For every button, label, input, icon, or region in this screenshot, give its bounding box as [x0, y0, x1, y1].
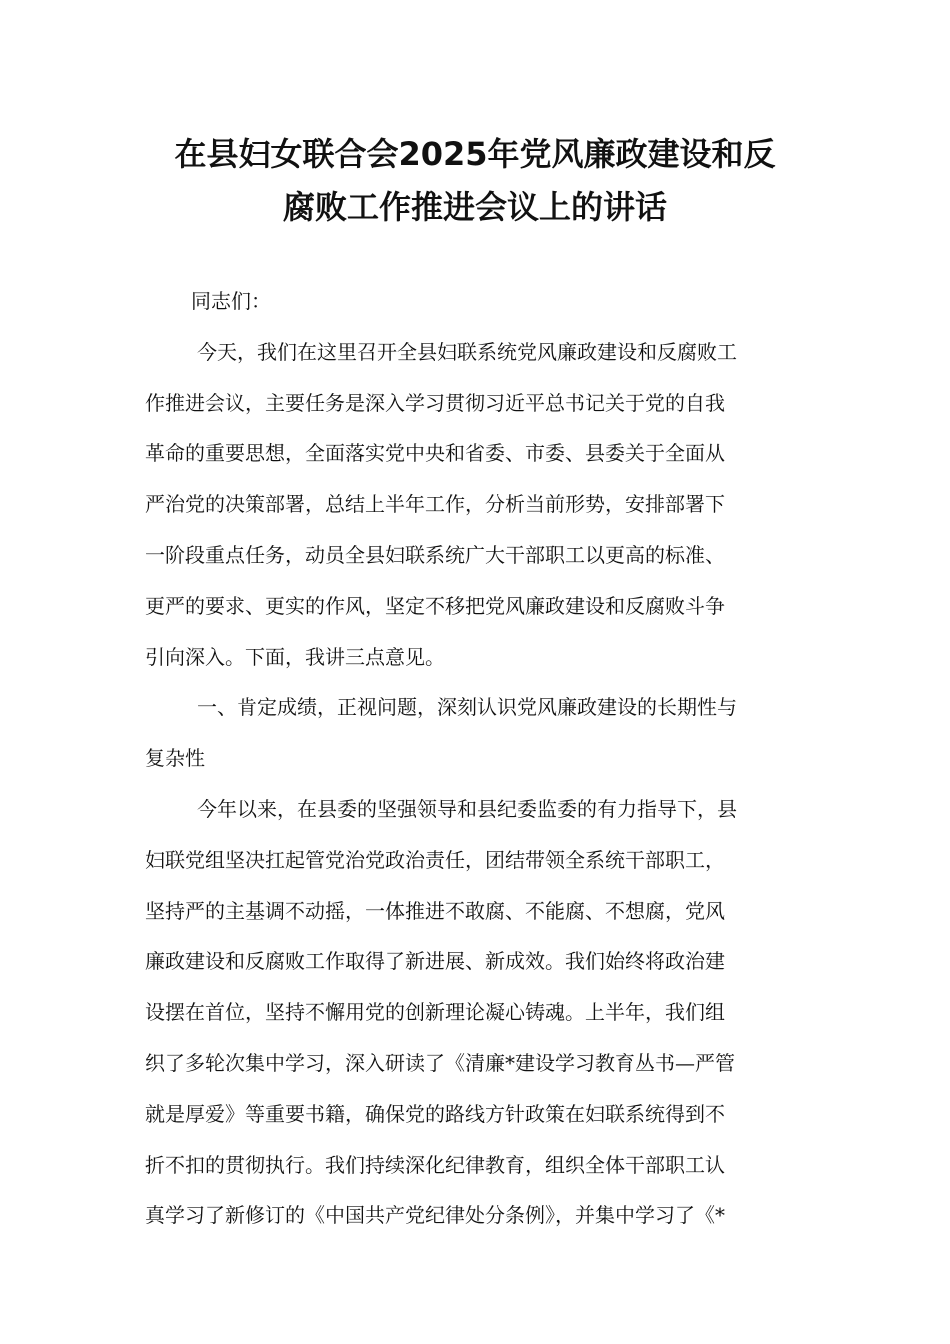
section-heading-1: [145, 682, 807, 784]
text-line: 今年以来，在县委的坚强领导和县纪委监委的有力指导下，县: [197, 796, 737, 821]
text-line: 革命的重要思想，全面落实党中央和省委、市委、县委关于全面从: [145, 441, 725, 466]
text-line: 坚持严的主基调不动摇，一体推进不敢腐、不能腐、不想腐，党风: [145, 898, 725, 923]
text-line: 妇联党组坚决扛起管党治党政治责任，团结带领全系统干部职工，: [145, 847, 725, 872]
text-line: 作推进会议，主要任务是深入学习贯彻习近平总书记关于党的自我: [145, 390, 725, 415]
opening-paragraph: [145, 327, 807, 683]
heading-line: 一、肯定成绩，正视问题，深刻认识党风廉政建设的长期性与: [197, 695, 737, 720]
heading-line: 复杂性: [145, 746, 205, 771]
text-line: 设摆在首位，坚持不懈用党的创新理论凝心铸魂。上半年，我们组: [145, 1000, 725, 1025]
text-line: 严治党的决策部署，总结上半年工作，分析当前形势，安排部署下: [145, 492, 725, 517]
text-line: 真学习了新修订的《中国共产党纪律处分条例》，并集中学习了《*: [145, 1203, 725, 1228]
title-line-2: 腐败工作推进会议上的讲话: [282, 188, 667, 226]
text-line: 一阶段重点任务，动员全县妇联系统广大干部职工以更高的标准、: [145, 542, 725, 567]
text-line: 更严的要求、更实的作风，坚定不移把党风廉政建设和反腐败斗争: [145, 593, 725, 618]
text-line: 今天，我们在这里召开全县妇联系统党风廉政建设和反腐败工: [197, 339, 737, 364]
text-line: 就是厚爱》等重要书籍，确保党的路线方针政策在妇联系统得到不: [145, 1101, 725, 1126]
text-line: 织了多轮次集中学习，深入研读了《清廉*建设学习教育丛书—严管: [145, 1050, 735, 1075]
document-title: [130, 128, 820, 234]
title-line-1: 在县妇女联合会2025年党风廉政建设和反: [174, 135, 776, 173]
text-line: 廉政建设和反腐败工作取得了新进展、新成效。我们始终将政治建: [145, 949, 725, 974]
section-1-paragraph: [145, 784, 807, 1241]
text-line: 折不扣的贯彻执行。我们持续深化纪律教育，组织全体干部职工认: [145, 1152, 725, 1177]
salutation: 同志们：: [191, 289, 271, 313]
document-body: [145, 276, 807, 1241]
text-line: 引向深入。下面，我讲三点意见。: [145, 644, 445, 669]
salutation-paragraph: [145, 276, 807, 327]
